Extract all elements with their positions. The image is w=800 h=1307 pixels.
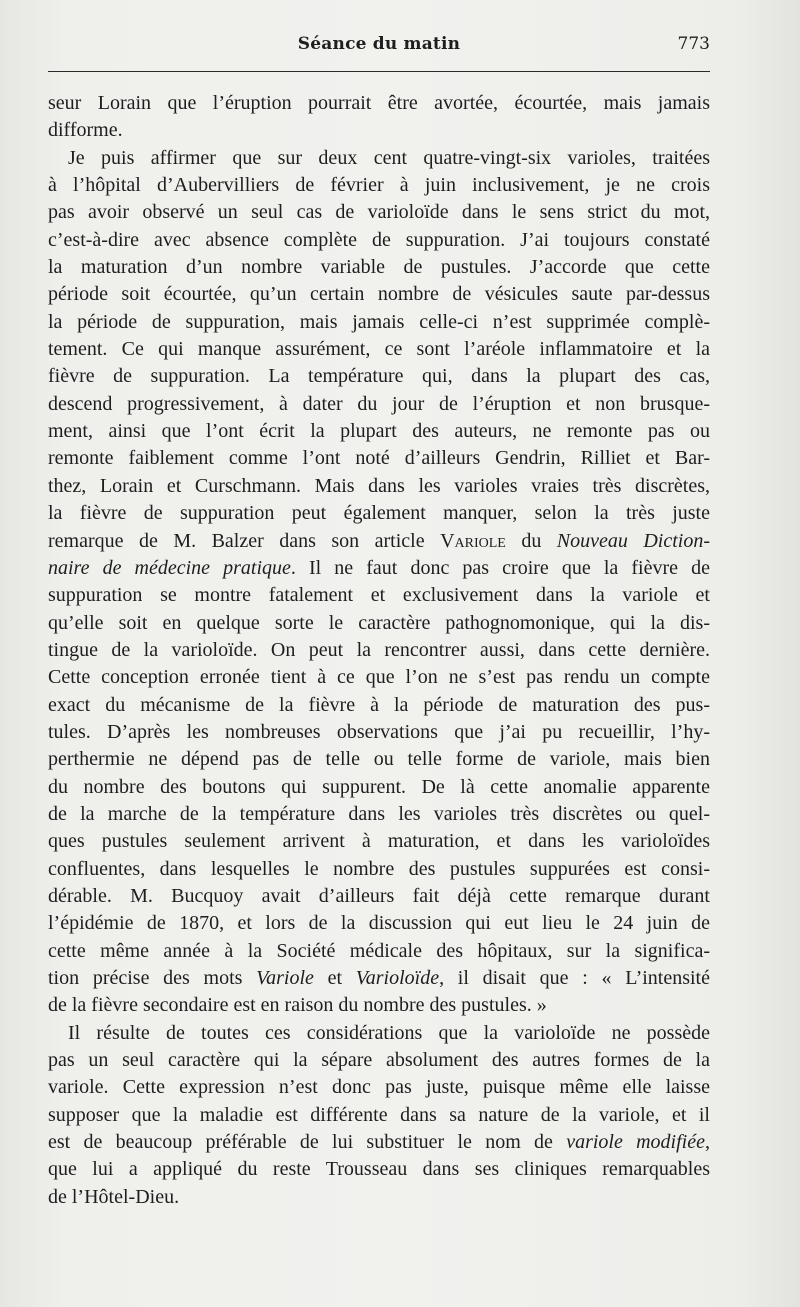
text-segment: tement. Ce qui manque assurément, ce sont l’aréole inflammatoire et la <box>48 338 710 361</box>
text-line <box>48 500 710 527</box>
text-line <box>48 582 710 609</box>
italic-text: Nouveau Diction- <box>556 529 710 552</box>
text-line <box>48 145 710 172</box>
text-segment: du <box>505 529 557 552</box>
text-line <box>48 281 710 308</box>
text-segment: du nombre des boutons qui suppurent. De là cette anomalie apparente <box>48 775 710 798</box>
text-line <box>48 1074 710 1101</box>
text-line <box>48 746 710 773</box>
text-line <box>48 664 710 691</box>
text-segment: de la marche de la température dans les varioles très discrètes ou quel- <box>48 802 710 825</box>
text-segment: Il résulte de toutes ces considérations que la varioloïde ne possède <box>68 1021 710 1044</box>
text-segment: tules. D’après les nombreuses observations que j’ai pu recueillir, l’hy- <box>48 720 710 743</box>
text-line <box>48 1102 710 1129</box>
text-line <box>48 309 710 336</box>
text-line <box>48 910 710 937</box>
text-segment: exact du mécanisme de la fièvre à la période de maturation des pus- <box>48 693 710 716</box>
text-line <box>48 883 710 910</box>
text-segment: ment, ainsi que l’ont écrit la plupart des auteurs, ne remonte pas ou <box>48 420 710 443</box>
text-segment: supposer que la maladie est différente dans sa nature de la variole, et il <box>48 1103 710 1126</box>
text-line <box>48 1184 710 1211</box>
text-line <box>48 610 710 637</box>
text-line <box>48 336 710 363</box>
text-line <box>48 445 710 472</box>
text-line <box>48 992 710 1019</box>
text-line <box>48 418 710 445</box>
text-segment: que lui a appliqué du reste Trousseau dans ses cliniques remarquables <box>48 1158 710 1181</box>
text-line <box>48 117 710 144</box>
text-line <box>48 1020 710 1047</box>
text-line <box>48 1156 710 1183</box>
text-segment: Cette conception erronée tient à ce que l’on ne s’est pas rendu un compte <box>48 666 710 689</box>
text-segment: fièvre de suppuration. La température qui, dans la plupart des cas, <box>48 365 710 388</box>
small-caps-text: Variole <box>440 529 506 552</box>
text-segment: cette même année à la Société médicale des hôpitaux, sur la significa- <box>48 939 710 962</box>
text-line <box>48 774 710 801</box>
text-segment: est de beaucoup préférable de lui substituer le nom de <box>48 1131 567 1154</box>
text-line <box>48 555 710 582</box>
text-segment: période soit écourtée, qu’un certain nombre de vésicules saute par-dessus <box>48 283 710 306</box>
text-line <box>48 1129 710 1156</box>
text-segment: . Il ne faut donc pas croire que la fièvre de <box>290 556 710 579</box>
text-line <box>48 801 710 828</box>
text-line <box>48 227 710 254</box>
text-segment: remarque de M. Balzer dans son article <box>48 529 441 552</box>
text-line <box>48 856 710 883</box>
body-text <box>48 90 710 1211</box>
text-line <box>48 938 710 965</box>
text-segment: à l’hôpital d’Aubervilliers de février à juin inclusivement, je ne crois <box>48 174 710 197</box>
text-segment: remonte faiblement comme l’ont noté d’ailleurs Gendrin, Rilliet et Bar- <box>48 447 710 470</box>
text-segment: tingue de la varioloïde. On peut la rencontrer aussi, dans cette dernière. <box>48 638 710 661</box>
text-segment: la période de suppuration, mais jamais celle-ci n’est supprimée complè- <box>48 310 710 333</box>
text-segment: tion précise des mots <box>48 967 257 989</box>
text-segment: pas avoir observé un seul cas de varioloïde dans le sens strict du mot, <box>48 201 710 224</box>
text-segment: la fièvre de suppuration peut également manquer, selon la très juste <box>48 502 710 525</box>
text-line <box>48 828 710 855</box>
italic-text: variole modifiée <box>566 1131 705 1154</box>
italic-text: Variole <box>256 967 314 989</box>
header-rule <box>48 71 710 72</box>
text-segment: , il disait que : « L’intensité <box>439 967 710 989</box>
text-line <box>48 1047 710 1074</box>
text-segment: descend progressivement, à dater du jour de l’éruption et non brusque- <box>48 392 710 415</box>
text-segment: variole. Cette expression n’est donc pas juste, puisque même elle laisse <box>48 1076 710 1099</box>
text-segment: de l’Hôtel-Dieu. <box>48 1185 180 1208</box>
text-line <box>48 473 710 500</box>
text-segment: qu’elle soit en quelque sorte le caractère pathognomonique, qui la dis- <box>48 611 710 634</box>
text-line <box>48 692 710 719</box>
text-segment: confluentes, dans lesquelles le nombre des pustules suppurées est consi- <box>48 857 710 880</box>
text-line <box>48 391 710 418</box>
text-segment: ques pustules seulement arrivent à maturation, et dans les varioloïdes <box>48 830 710 853</box>
text-segment: suppuration se montre fatalement et exclusivement dans la variole et <box>48 584 710 607</box>
text-segment: Je puis affirmer que sur deux cent quatre-vingt-six varioles, traitées <box>68 146 710 169</box>
text-line <box>48 528 710 555</box>
text-segment: et <box>313 967 356 989</box>
text-segment: seur Lorain que l’éruption pourrait être avortée, écourtée, mais jamais <box>48 92 710 114</box>
text-line <box>48 637 710 664</box>
text-line <box>48 199 710 226</box>
text-segment: , <box>704 1131 710 1154</box>
text-line <box>48 965 710 992</box>
text-line <box>48 363 710 390</box>
text-segment: de la fièvre secondaire est en raison du nombre des pustules. » <box>48 994 547 1017</box>
text-segment: la maturation d’un nombre variable de pustules. J’accorde que cette <box>48 256 710 279</box>
text-segment: dérable. M. Bucquoy avait d’ailleurs fait déjà cette remarque durant <box>48 884 710 907</box>
text-segment: perthermie ne dépend pas de telle ou telle forme de variole, mais bien <box>48 748 710 771</box>
text-segment: pas un seul caractère qui la sépare absolument des autres formes de la <box>48 1049 710 1072</box>
italic-text: naire de médecine pratique <box>48 556 291 579</box>
text-line <box>48 254 710 281</box>
text-segment: l’épidémie de 1870, et lors de la discussion qui eut lieu le 24 juin de <box>48 912 710 935</box>
text-line <box>48 172 710 199</box>
italic-text: Varioloïde <box>355 967 440 989</box>
running-title: Séance du matin <box>297 34 461 54</box>
text-segment: difforme. <box>48 119 123 142</box>
text-segment: c’est-à-dire avec absence complète de suppuration. J’ai toujours constaté <box>48 228 710 251</box>
text-line <box>48 90 710 117</box>
page-number: 773 <box>677 34 710 54</box>
page-header <box>48 30 710 60</box>
text-segment: thez, Lorain et Curschmann. Mais dans les varioles vraies très discrètes, <box>48 474 710 497</box>
text-line <box>48 719 710 746</box>
